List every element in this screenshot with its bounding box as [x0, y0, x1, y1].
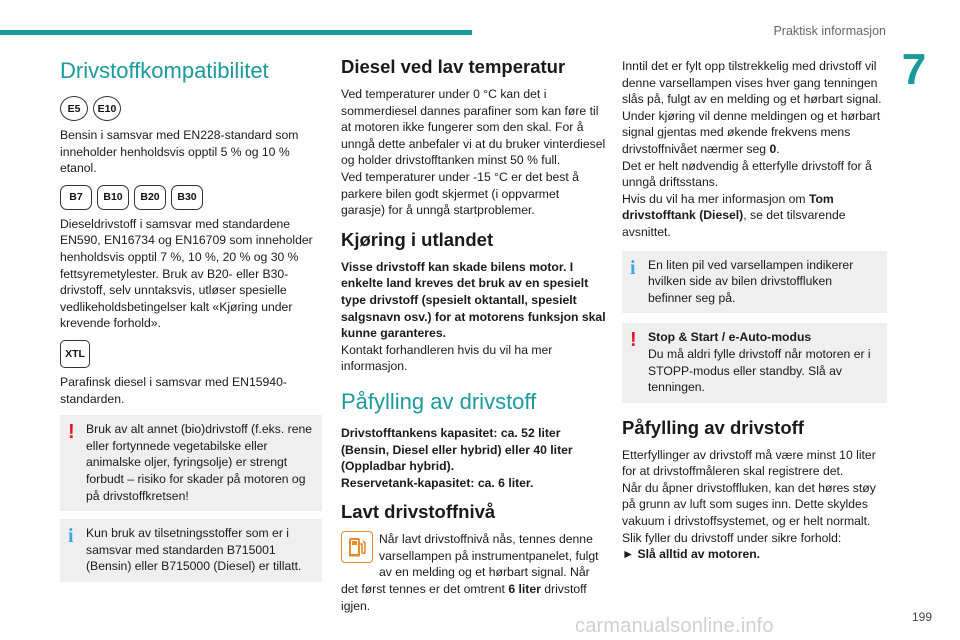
refuel-text-3: Slik fyller du drivstoff under sikre forhold:	[622, 530, 842, 545]
abroad-text: Kontakt forhandleren hvis du vil ha mer informasjon.	[341, 342, 553, 374]
warning-icon: !	[68, 421, 75, 444]
diesel-cold-text-2: Ved temperaturer under -15 °C er det best å parkere bilen godt skjermet (i oppvarmet garasje) for å unngå startproblemer.	[341, 169, 579, 218]
info-note-text: Kun bruk av tilsetningsstoffer som er i samsvar med standarden B715001 (Bensin) eller B715000 (Diesel) er tillatt.	[86, 526, 302, 574]
arrow-right-icon: ►	[622, 547, 635, 562]
info-icon: i	[68, 525, 74, 548]
heading-fuel-compatibility: Drivstoffkompatibilitet	[60, 58, 269, 83]
e10-fuel-badge-icon: E10	[93, 96, 121, 121]
heading-refuelling-2: Påfylling av drivstoff	[622, 416, 804, 438]
info-note-fuel-flap	[622, 251, 887, 314]
reserve-capacity-text: Reservetank-kapasitet: ca. 6 liter.	[341, 475, 534, 490]
xtl-badges	[60, 340, 322, 368]
e5-fuel-badge-icon: E5	[60, 96, 88, 121]
more-info-text: Hvis du vil ha mer informasjon om Tom drivstofftank (Diesel), se det tilsvarende avsnittet.	[622, 191, 846, 239]
tank-capacity-text: Drivstofftankens kapasitet: ca. 52 liter (Bensin, Diesel eller hybrid) eller 40 liter (Oppladbar hybrid).	[341, 425, 573, 474]
warning-note-stop-start-text: Du må aldri fylle drivstoff når motoren er i STOPP-modus eller standby. Slå av tenningen.	[648, 346, 871, 395]
xtl-text: Parafinsk diesel i samsvar med EN15940-standarden.	[60, 374, 287, 406]
info-note-fuel-flap-text: En liten pil ved varsellampen indikerer hvilken side av bilen drivstoffluken befinner seg på.	[648, 257, 854, 305]
warning-note-biofuel	[60, 415, 322, 511]
heading-diesel-cold: Diesel ved lav temperatur	[341, 56, 566, 77]
low-fuel-text: Når lavt drivstoffnivå nås, tennes denne varsellampen på instrumentpanelet, fulgt av en melding og et hørbart signal. Når det først tennes er det omtrent 6 liter drivstoff igjen.	[341, 532, 599, 613]
b20-fuel-badge-icon: B20	[134, 185, 166, 210]
page-number: 199	[911, 610, 932, 624]
watermark: carmanualsonline.info	[575, 615, 774, 637]
warning-note-text: Bruk av alt annet (bio)drivstoff (f.eks. rene eller fortynnede vegetabilske eller animalske oljer, fyringsolje) er strengt forbudt – risiko for skader på motoren og på drivstoffkretsen!	[86, 422, 313, 503]
warning-note-stop-start-title: Stop & Start / e-Auto-modus	[648, 330, 812, 345]
b10-fuel-badge-icon: B10	[97, 185, 129, 210]
refuel-text-1: Etterfyllinger av drivstoff må være minst 10 liter for at drivstoffmåleren skal registrere det.	[622, 447, 876, 479]
info-icon: i	[630, 256, 636, 279]
heading-low-fuel: Lavt drivstoffnivå	[341, 501, 496, 523]
xtl-fuel-badge-icon: XTL	[60, 340, 90, 368]
low-fuel-block	[341, 531, 606, 614]
abroad-bold-text: Visse drivstoff kan skade bilens motor. I enkelte land kreves det bruk av en spesielt type drivstoff (spesielt oktantall, spesielt salgsnavn osv.) for at motorens funksjon skal kunne garanteres.	[341, 259, 606, 341]
diesel-badges	[60, 185, 322, 210]
diesel-text: Dieseldrivstoff i samsvar med standardene EN590, EN16734 og EN16709 som inneholder henholdsvis opptil 7 %, 10 %, 20 % og 30 % fettsyremetylester. Bruk av B20- eller B30-drivstoff, selv unntaksvis, utløser spesielle vedlikeholdsbetingelser kalt «Kjøring under krevende forhold».	[60, 216, 313, 331]
info-note-additives	[60, 519, 322, 582]
warning-icon: !	[630, 329, 637, 352]
warning-lamp-text: Inntil det er fylt opp tilstrekkelig med drivstoff vil denne varsellampen vises hver gang tenningen slås på, fulgt av en melding og et hørbart signal. Under kjøring vil denne meldingen og et hørbart signal gjentas med økende frekvens mens drivstoffnivået nærmer seg 0.	[622, 59, 882, 156]
refill-necessary-text: Det er helt nødvendig å etterfylle drivstoff for å unngå driftsstans.	[622, 158, 872, 190]
fuel-pump-icon	[341, 531, 373, 563]
chapter-number: 7	[901, 45, 927, 94]
b30-fuel-badge-icon: B30	[171, 185, 203, 210]
petrol-text: Bensin i samsvar med EN228-standard som inneholder henholdsvis opptil 5 % og 10 % etanol.	[60, 128, 299, 176]
heading-refuelling: Påfylling av drivstoff	[341, 388, 537, 414]
column-1	[60, 52, 322, 590]
warning-note-stop-start	[622, 323, 887, 402]
column-2	[341, 52, 606, 614]
step-switch-off-engine: ► Slå alltid av motoren.	[622, 547, 761, 562]
petrol-badges	[60, 96, 322, 121]
section-name: Praktisk informasjon	[773, 24, 886, 38]
header-accent-bar	[0, 30, 472, 35]
column-3	[622, 52, 887, 563]
b7-fuel-badge-icon: B7	[60, 185, 92, 210]
heading-driving-abroad: Kjøring i utlandet	[341, 228, 494, 250]
refuel-text-2: Når du åpner drivstoffluken, kan det høres støy på grunn av luft som suges inn. Dette skyldes vakuum i drivstoffsystemet, og er helt normalt.	[622, 480, 876, 529]
diesel-cold-text-1: Ved temperaturer under 0 °C kan det i sommerdiesel dannes parafiner som kan føre til at motoren ikke fungerer som den skal. For å unngå dette anbefaler vi at du bruker vinterdiesel og holder drivstofftanken minst 50 % full.	[341, 87, 606, 168]
